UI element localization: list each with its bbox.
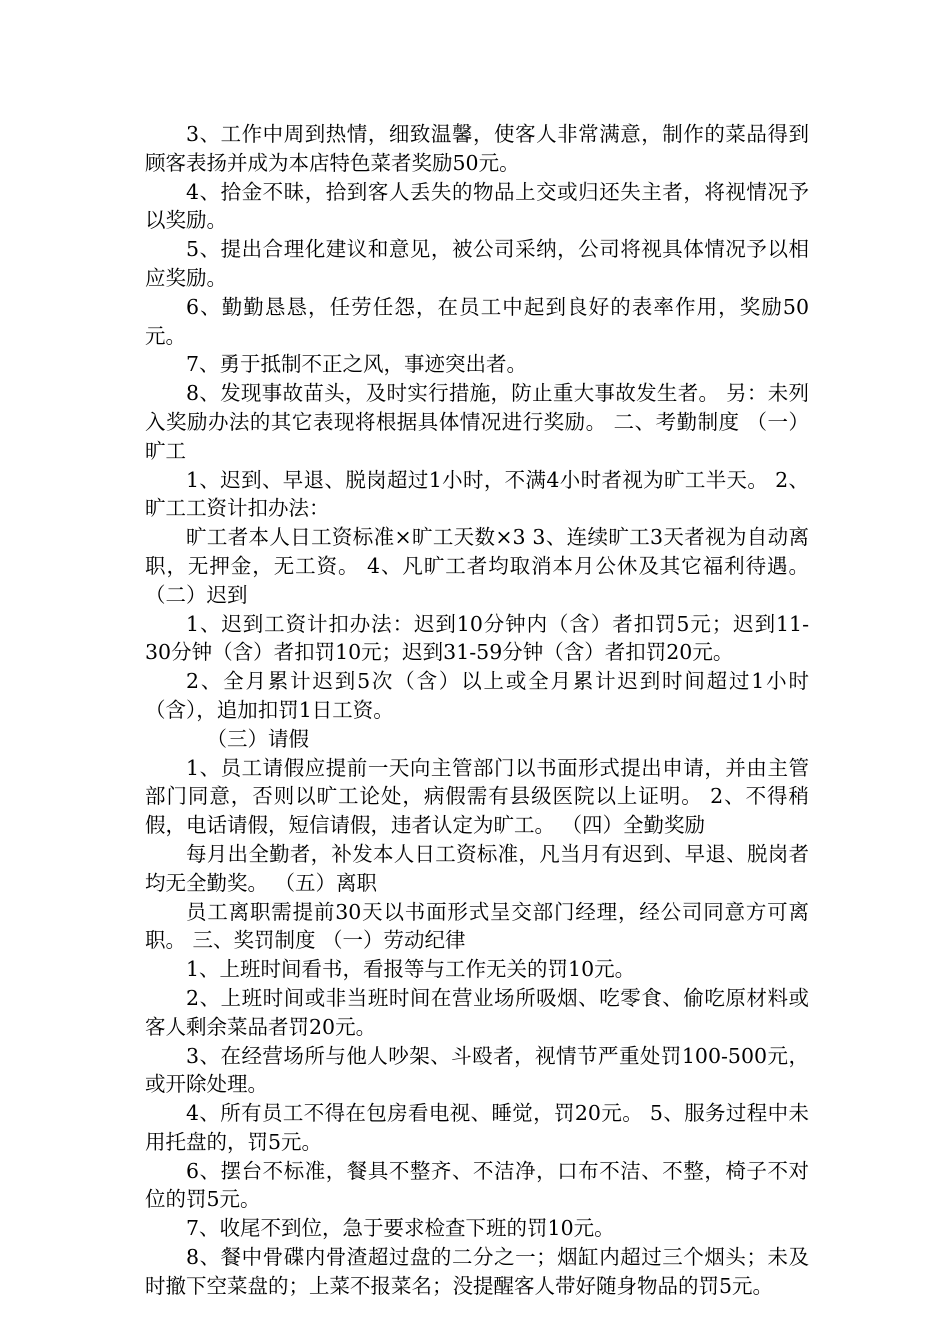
paragraph-resignation: 员工离职需提前30天以书面形式呈交部门经理，经公司同意方可离职。 三、奖罚制度 （一）劳动纪律	[145, 899, 809, 953]
paragraph-discipline-4: 4、所有员工不得在包房看电视、睡觉，罚20元。 5、服务过程中未用托盘的，罚5元。	[145, 1101, 809, 1154]
paragraph-award-8: 8、发现事故苗头，及时实行措施，防止重大事故发生者。 另：未列入奖励办法的其它表现将根据具体情况进行奖励。 二、考勤制度 （一）旷工	[145, 381, 809, 463]
paragraph-award-3: 3、工作中周到热情，细致温馨，使客人非常满意，制作的菜品得到顾客表扬并成为本店特色菜者奖励50元。	[145, 122, 809, 175]
paragraph-late-1: 1、迟到工资计扣办法：迟到10分钟内（含）者扣罚5元；迟到11-30分钟（含）者扣罚10元；迟到31-59分钟（含）者扣罚20元。	[145, 611, 809, 665]
paragraph-late-2: 2、全月累计迟到5次（含）以上或全月累计迟到时间超过1小时（含），追加扣罚1日工资。	[145, 669, 809, 722]
paragraph-discipline-7: 7、收尾不到位，急于要求检查下班的罚10元。	[186, 1216, 615, 1241]
paragraph-discipline-1: 1、上班时间看书，看报等与工作无关的罚10元。	[186, 957, 636, 982]
section-heading-leave: （三）请假	[206, 726, 309, 751]
document-body	[145, 120, 809, 1301]
paragraph-full-attendance: 每月出全勤者，补发本人日工资标准，凡当月有迟到、早退、脱岗者均无全勤奖。 （五）离职	[145, 841, 809, 895]
paragraph-award-5: 5、提出合理化建议和意见，被公司采纳，公司将视具体情况予以相应奖励。	[145, 237, 809, 290]
paragraph-award-4: 4、拾金不昧，拾到客人丢失的物品上交或归还失主者，将视情况予以奖励。	[145, 179, 809, 233]
paragraph-leave-1: 1、员工请假应提前一天向主管部门以书面形式提出申请，并由主管部门同意，否则以旷工论处，病假需有县级医院以上证明。 2、不得稍假，电话请假，短信请假，违者认定为旷工。 （四）全勤奖励	[145, 755, 809, 838]
paragraph-award-7: 7、勇于抵制不正之风，事迹突出者。	[186, 352, 528, 377]
paragraph-absence-1: 1、迟到、早退、脱岗超过1小时，不满4小时者视为旷工半天。 2、旷工工资计扣办法：	[145, 467, 809, 521]
paragraph-discipline-2: 2、上班时间或非当班时间在营业场所吸烟、吃零食、偷吃原材料或客人剩余菜品者罚20元。	[145, 985, 809, 1039]
paragraph-discipline-6: 6、摆台不标准，餐具不整齐、不洁净，口布不洁、不整，椅子不对位的罚5元。	[145, 1158, 809, 1212]
paragraph-award-6: 6、勤勤恳恳，任劳任怨，在员工中起到良好的表率作用，奖励50元。	[145, 294, 809, 348]
paragraph-discipline-3: 3、在经营场所与他人吵架、斗殴者，视情节严重处罚100-500元，或开除处理。	[145, 1043, 809, 1097]
paragraph-discipline-8: 8、餐中骨碟内骨渣超过盘的二分之一；烟缸内超过三个烟头；未及时撤下空菜盘的；上菜不报菜名；没提醒客人带好随身物品的罚5元。	[145, 1245, 809, 1298]
paragraph-absence-deduction: 旷工者本人日工资标准×旷工天数×3 3、连续旷工3天者视为自动离职，无押金，无工资。 4、凡旷工者均取消本月公休及其它福利待遇。 （二）迟到	[145, 525, 809, 607]
